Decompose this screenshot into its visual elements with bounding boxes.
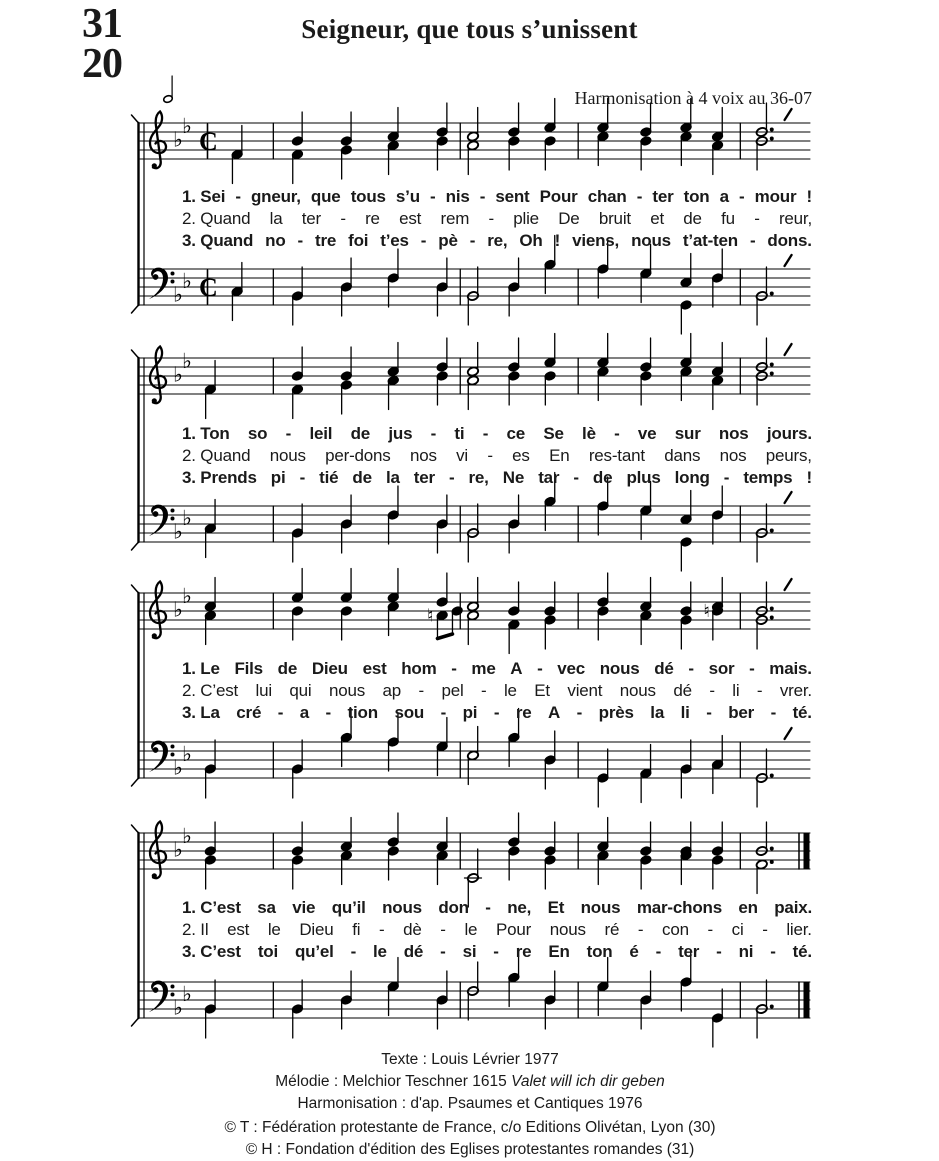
lyric-syllable: -	[299, 468, 306, 487]
lyric-syllable: qu’el	[294, 942, 334, 961]
lyric-syllable: plie	[513, 209, 539, 228]
lyric-syllable: fi	[352, 920, 361, 939]
lyric-syllable: nous	[631, 231, 671, 250]
svg-text:♭: ♭	[173, 597, 183, 622]
lyric-syllable: chan	[587, 187, 627, 206]
lyric-syllable: ton	[586, 942, 613, 961]
lyric-syllable: nous	[328, 681, 366, 700]
lyric-syllable: A	[510, 659, 523, 678]
lyric-syllable: long	[674, 468, 710, 487]
lyric-syllable: té.	[792, 703, 812, 722]
lyric-syllable: -	[418, 681, 424, 700]
lyric-syllable: -	[451, 659, 457, 678]
lyric-syllable: es	[512, 446, 530, 465]
lyric-syllable: cré	[236, 703, 262, 722]
lyric-syllable: ter	[678, 942, 700, 961]
lyric-syllable: tion	[347, 703, 378, 722]
lyric-syllable: En	[549, 446, 570, 465]
lyric-syllable: -	[614, 424, 620, 443]
lyric-syllable: reur,	[778, 209, 812, 228]
lyric-syllable: jus	[388, 424, 413, 443]
lyric-syllable: -	[488, 209, 494, 228]
lyric-syllable: toi	[257, 942, 278, 961]
lyric-syllable: ter	[301, 209, 322, 228]
svg-text:♭: ♭	[173, 995, 183, 1020]
copyright-text-line: © T : Fédération protestante de France, c/o Editions Olivétan, Lyon (30)	[224, 1119, 716, 1136]
lyric-syllable: 2. Il	[182, 920, 209, 939]
lyric-syllable: con	[662, 920, 689, 939]
lyric-syllable: 3. C’est	[182, 942, 241, 961]
lyric-syllable: gneur,	[250, 187, 301, 206]
tempo-note-icon	[163, 76, 173, 103]
lyric-syllable: pè	[438, 231, 458, 250]
lyric-syllable: est	[227, 920, 250, 939]
lyric-syllable: Se	[543, 424, 564, 443]
svg-text:♮: ♮	[426, 605, 434, 627]
lyric-syllable: vie	[292, 898, 316, 917]
lyric-syllable: -	[448, 468, 455, 487]
lyric-syllable: sa	[257, 898, 276, 917]
bass-clef-icon	[149, 741, 175, 772]
lyric-syllable: -	[277, 703, 284, 722]
bass-clef-icon	[149, 268, 175, 299]
svg-text:♭: ♭	[182, 742, 192, 766]
svg-text:♭: ♭	[173, 755, 183, 780]
lyric-syllable: Et	[534, 681, 550, 700]
lyric-syllable: de	[592, 468, 613, 487]
lyric-syllable: nous	[599, 659, 640, 678]
lyrics-verse	[182, 942, 812, 962]
lyric-syllable: -	[350, 942, 357, 961]
credit-text-line: Texte : Louis Lévrier 1977	[381, 1051, 559, 1068]
lyric-syllable: -	[749, 231, 756, 250]
lyrics-verse	[182, 231, 812, 251]
lyric-syllable: é	[629, 942, 639, 961]
lyric-syllable: qu’il	[331, 898, 366, 917]
svg-text:♭: ♭	[182, 584, 192, 608]
lyric-syllable: sou	[394, 703, 425, 722]
lyric-syllable: t’at-ten	[682, 231, 738, 250]
lyric-syllable: 1. Sei	[182, 187, 226, 206]
lyric-syllable: don	[438, 898, 469, 917]
lyric-syllable: viens,	[572, 231, 620, 250]
lyric-syllable: -	[285, 424, 292, 443]
lyrics-verse	[182, 920, 812, 940]
page-title: Seigneur, que tous s’unissent	[301, 14, 638, 44]
lyric-syllable: -	[487, 446, 493, 465]
hymn-number-top: 31	[82, 1, 122, 47]
lyric-syllable: le	[464, 920, 478, 939]
lyric-syllable: pi	[270, 468, 286, 487]
lyric-syllable: lui	[255, 681, 272, 700]
svg-text:♭: ♭	[182, 269, 192, 293]
lyric-syllable: qui	[289, 681, 312, 700]
lyric-syllable: re	[365, 209, 380, 228]
lyric-syllable: !	[554, 231, 561, 250]
lyric-syllable: -	[440, 920, 446, 939]
svg-text:♭: ♭	[173, 282, 183, 307]
lyric-syllable: res-tant	[588, 446, 645, 465]
lyric-syllable: -	[340, 209, 346, 228]
lyric-syllable: ni	[738, 942, 754, 961]
hymn-number-bottom: 20	[82, 41, 122, 87]
lyric-syllable: de	[352, 468, 372, 487]
lyric-syllable: dans	[664, 446, 701, 465]
lyric-syllable: fu	[721, 209, 735, 228]
lyric-syllable: -	[235, 187, 241, 206]
lyric-syllable: a	[299, 703, 310, 722]
lyric-syllable: nos	[718, 424, 749, 443]
lyric-syllable: -	[636, 187, 643, 206]
lyric-syllable: leil	[309, 424, 333, 443]
lyric-syllable: Pour	[495, 920, 532, 939]
lyric-syllable: vi	[456, 446, 468, 465]
lyric-syllable: et	[650, 209, 664, 228]
lyric-syllable: tié	[319, 468, 339, 487]
lyric-syllable: -	[469, 231, 476, 250]
lyric-syllable: ve	[637, 424, 657, 443]
lyric-syllable: li	[732, 681, 740, 700]
lyric-syllable: ter	[652, 187, 674, 206]
treble-clef-icon	[150, 822, 166, 879]
lyric-syllable: ber	[728, 703, 755, 722]
lyric-syllable: de	[277, 659, 298, 678]
lyrics-verse	[182, 681, 812, 701]
lyric-syllable: peurs,	[765, 446, 812, 465]
lyric-syllable: -	[378, 920, 385, 939]
lyrics-verse	[182, 659, 812, 679]
cut-time-icon	[199, 270, 218, 304]
svg-text:♭: ♭	[173, 837, 183, 862]
lyric-syllable: rem	[440, 209, 470, 228]
lyric-syllable: paix.	[774, 898, 812, 917]
lyric-syllable: ne,	[507, 898, 532, 917]
lyric-syllable: ci	[731, 920, 744, 939]
lyric-syllable: Et	[547, 898, 565, 917]
lyric-syllable: -	[420, 231, 427, 250]
svg-text:♭: ♭	[182, 114, 192, 138]
lyrics-verse	[182, 187, 812, 207]
lyric-syllable: sor	[708, 659, 735, 678]
lyric-syllable: en	[738, 898, 758, 917]
lyric-syllable: s’u	[395, 187, 420, 206]
lyric-syllable: -	[479, 187, 486, 206]
lyric-syllable: -	[709, 681, 715, 700]
lyric-syllable: lè	[582, 424, 596, 443]
lyric-syllable: est	[362, 659, 387, 678]
tune-name: Valet will ich dir geben	[511, 1073, 665, 1090]
lyric-syllable: -	[576, 703, 583, 722]
lyrics-verse	[182, 898, 812, 918]
lyric-syllable: près	[598, 703, 634, 722]
lyric-syllable: ce	[506, 424, 526, 443]
svg-text:♭: ♭	[182, 982, 192, 1006]
lyric-syllable: la	[385, 468, 400, 487]
lyric-syllable: 1. Ton	[182, 424, 230, 443]
lyric-syllable: -	[440, 703, 447, 722]
lyric-syllable: De	[558, 209, 580, 228]
lyric-syllable: 1. C’est	[182, 898, 241, 917]
lyric-syllable: -	[739, 187, 745, 206]
lyric-syllable: -	[482, 424, 489, 443]
lyric-syllable: -	[688, 659, 694, 678]
lyric-syllable: dé	[673, 681, 692, 700]
lyric-syllable: tous	[350, 187, 386, 206]
lyric-syllable: -	[537, 659, 543, 678]
lyric-syllable: ton	[683, 187, 710, 206]
lyric-syllable: 2. Quand	[182, 209, 251, 228]
lyric-syllable: sur	[674, 424, 701, 443]
svg-text:♭: ♭	[173, 362, 183, 387]
bass-clef-icon	[149, 981, 175, 1012]
lyric-syllable: dons.	[767, 231, 812, 250]
lyric-syllable: mour	[754, 187, 797, 206]
lyric-syllable: plus	[626, 468, 661, 487]
lyric-syllable: nis	[445, 187, 470, 206]
lyric-syllable: lier.	[786, 920, 812, 939]
lyric-syllable: 3. La	[182, 703, 220, 722]
lyric-syllable: -	[756, 681, 763, 700]
lyric-syllable: la	[650, 703, 665, 722]
lyric-syllable: le	[373, 942, 387, 961]
lyric-syllable: té.	[792, 942, 812, 961]
lyric-syllable: Dieu	[299, 920, 334, 939]
harmonisation-note: Harmonisation à 4 voix au 36-07	[574, 88, 812, 108]
lyric-syllable: re,	[487, 231, 508, 250]
lyric-syllable: -	[430, 187, 436, 206]
lyric-syllable: nous	[549, 920, 586, 939]
lyric-syllable: Ne	[502, 468, 525, 487]
lyric-syllable: si	[462, 942, 477, 961]
lyric-syllable: sent	[495, 187, 530, 206]
lyrics-verse	[182, 446, 812, 466]
lyric-syllable: -	[297, 231, 303, 250]
lyric-syllable: -	[655, 942, 662, 961]
lyric-syllable: 3. Prends	[182, 468, 257, 487]
lyrics-verse	[182, 424, 812, 444]
lyric-syllable: est	[399, 209, 422, 228]
svg-text:♭: ♭	[182, 349, 192, 373]
lyric-syllable: -	[430, 424, 437, 443]
lyric-syllable: le	[503, 681, 517, 700]
lyric-syllable: A	[548, 703, 561, 722]
lyric-syllable: -	[485, 898, 491, 917]
svg-text:C: C	[199, 273, 218, 302]
lyric-syllable: -	[573, 468, 579, 487]
lyric-syllable: re	[515, 703, 532, 722]
lyric-syllable: dè	[403, 920, 422, 939]
lyric-syllable: -	[723, 468, 730, 487]
lyric-syllable: -	[481, 681, 487, 700]
lyric-syllable: 2. C’est	[182, 681, 239, 700]
lyric-syllable: -	[754, 209, 760, 228]
lyric-syllable: jours.	[766, 424, 812, 443]
lyric-syllable: nous	[269, 446, 306, 465]
lyric-syllable: re,	[468, 468, 489, 487]
lyric-syllable: bruit	[598, 209, 631, 228]
lyric-syllable: de	[350, 424, 371, 443]
lyric-syllable: Dieu	[311, 659, 348, 678]
lyric-syllable: re	[515, 942, 532, 961]
lyric-syllable: la	[269, 209, 283, 228]
lyric-syllable: pi	[462, 703, 478, 722]
cut-time-icon	[199, 124, 218, 158]
lyric-syllable: ter	[413, 468, 435, 487]
lyrics-verse	[182, 209, 812, 229]
svg-text:♭: ♭	[182, 506, 192, 530]
lyric-syllable: temps	[743, 468, 793, 487]
lyric-syllable: -	[325, 703, 332, 722]
lyric-syllable: tre	[314, 231, 337, 250]
lyric-syllable: ti	[454, 424, 465, 443]
lyric-syllable: no	[265, 231, 286, 250]
lyric-syllable: -	[770, 942, 776, 961]
lyric-syllable: dé	[403, 942, 424, 961]
lyric-syllable: vec	[557, 659, 586, 678]
credits-block	[38, 1049, 902, 1161]
treble-clef-icon	[150, 112, 166, 169]
lyric-syllable: !	[806, 468, 812, 487]
lyric-syllable: -	[440, 942, 446, 961]
svg-text:♭: ♭	[173, 127, 183, 152]
lyric-syllable: de	[683, 209, 702, 228]
lyric-syllable: vient	[567, 681, 603, 700]
svg-text:♭: ♭	[173, 519, 183, 544]
lyric-syllable: -	[493, 942, 499, 961]
lyric-syllable: ap	[382, 681, 402, 700]
lyric-syllable: que	[310, 187, 341, 206]
lyric-syllable: 1. Le	[182, 659, 220, 678]
credit-harmonisation-line: Harmonisation : d'ap. Psaumes et Cantiques 1976	[297, 1095, 643, 1112]
lyric-syllable: nous	[382, 898, 422, 917]
bass-clef-icon	[149, 505, 175, 536]
lyric-syllable: -	[716, 942, 722, 961]
lyric-syllable: dé	[654, 659, 674, 678]
lyric-syllable: -	[762, 920, 768, 939]
lyric-syllable: vrer.	[779, 681, 812, 700]
lyric-syllable: -	[770, 703, 777, 722]
lyric-syllable: le	[267, 920, 281, 939]
lyrics-verse	[182, 468, 812, 488]
lyric-syllable: mais.	[769, 659, 812, 678]
lyric-syllable: 2. Quand	[182, 446, 251, 465]
lyric-syllable: foi	[348, 231, 369, 250]
svg-text:♮: ♮	[703, 601, 710, 622]
lyric-syllable: nous	[580, 898, 621, 917]
lyric-syllable: -	[637, 920, 644, 939]
lyric-syllable: 3. Quand	[182, 231, 254, 250]
lyric-syllable: -	[707, 920, 713, 939]
svg-text:C: C	[199, 127, 218, 156]
lyric-syllable: nous	[619, 681, 656, 700]
lyric-syllable: t’es	[380, 231, 409, 250]
credit-melody-line: Mélodie : Melchior Teschner 1615 Valet will ich dir geben	[275, 1073, 665, 1090]
lyric-syllable: nos	[409, 446, 437, 465]
lyric-syllable: !	[806, 187, 812, 206]
lyrics-verse	[182, 703, 812, 723]
lyric-syllable: -	[749, 659, 755, 678]
lyric-syllable: tar	[538, 468, 560, 487]
lyric-syllable: li	[680, 703, 690, 722]
treble-clef-icon	[150, 347, 166, 404]
lyric-syllable: per-dons	[325, 446, 391, 465]
svg-text:♭: ♭	[182, 824, 192, 848]
lyric-syllable: pel	[441, 681, 464, 700]
lyric-syllable: -	[706, 703, 712, 722]
lyric-syllable: a	[719, 187, 729, 206]
lyric-syllable: Oh	[519, 231, 543, 250]
copyright-harmonisation-line: © H : Fondation d'édition des Eglises protestantes romandes (31)	[245, 1141, 695, 1158]
lyric-syllable: so	[247, 424, 268, 443]
lyric-syllable: Pour	[539, 187, 578, 206]
lyric-syllable: En	[548, 942, 570, 961]
lyric-syllable: ré	[604, 920, 620, 939]
lyric-syllable: nos	[719, 446, 747, 465]
lyric-syllable: -	[493, 703, 500, 722]
lyric-syllable: mar-chons	[636, 898, 722, 917]
lyric-syllable: me	[471, 659, 496, 678]
treble-clef-icon	[150, 582, 166, 639]
lyric-syllable: Fils	[234, 659, 263, 678]
lyric-syllable: hom	[401, 659, 437, 678]
